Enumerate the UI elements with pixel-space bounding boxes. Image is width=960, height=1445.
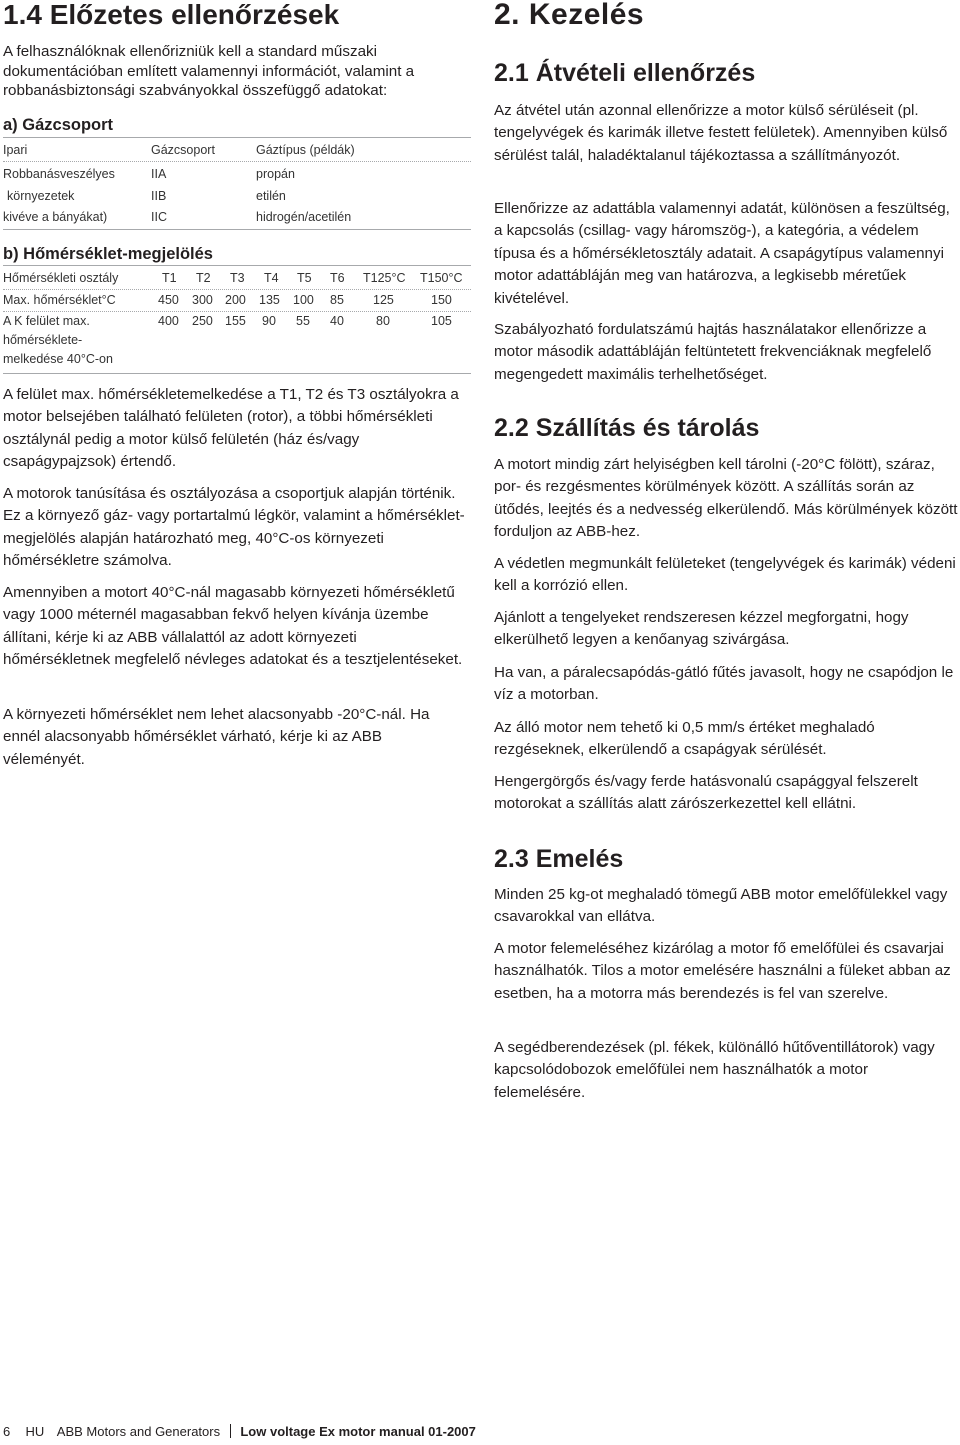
s23-paragraph-lugs: Minden 25 kg-ot meghaladó tömegű ABB motor emelőfülekkel vagy csavarokkal van ellátva. bbox=[494, 886, 948, 926]
language-code: HU bbox=[25, 1424, 45, 1439]
company-name: ABB Motors and Generators bbox=[56, 1424, 221, 1439]
section-title-1-4: 1.4 Előzetes ellenőrzések bbox=[3, 0, 340, 30]
surface-rise-t1: 400 bbox=[158, 314, 179, 328]
surface-rise-label: A K felület max. hőmérséklete- melkedése 40°C-on bbox=[3, 314, 113, 366]
s22-paragraph-locking: Hengergörgős és/vagy ferde hatásvonalú csapággyal felszerelt motorokat a szállítás alatt zárószerkezettel kell ellátni. bbox=[494, 773, 918, 813]
s21-paragraph-damage: Az átvétel után azonnal ellenőrizze a motor külső sérüléseit (pl. tengelyvégek és karimák illetve festett felületek). Amennyiben külső sérülést talál, haladéktalanul tájékoztassa a szállítmányozót. bbox=[494, 102, 948, 164]
section-title-2-1: 2.1 Átvételi ellenőrzés bbox=[494, 59, 756, 87]
paragraph-surface-rise: A felület max. hőmérsékletemelkedése a T1, T2 és T3 osztályokra a motor belsejében található felületen (rotor), a többi hőmérsékleti osztálynál pedig a motor külső felületén (ház és/vagy csapágypajzsok) értendő. bbox=[3, 386, 459, 471]
table-row-rule bbox=[3, 311, 471, 312]
gas-row-label: Robbanásveszélyes környezetek kivéve a bányákat) bbox=[3, 167, 115, 224]
table-top-rule bbox=[3, 137, 471, 138]
page-number: 6 bbox=[3, 1424, 11, 1439]
temp-class-t125: T125°C bbox=[363, 271, 406, 285]
table-bottom-rule bbox=[3, 229, 471, 230]
gas-group-heading: a) Gázcsoport bbox=[3, 116, 114, 134]
table-header-rule bbox=[3, 289, 471, 290]
temperature-heading: b) Hőmérséklet-megjelölés bbox=[3, 245, 213, 263]
s22-paragraph-rotate-shafts: Ajánlott a tengelyeket rendszeresen kézzel megforgatni, hogy elkerülhető legyen a kenőanyag szivárgása. bbox=[494, 609, 909, 649]
surface-rise-t6: 40 bbox=[330, 314, 344, 328]
gas-header-group: Gázcsoport bbox=[151, 143, 215, 157]
gas-header-industry: Ipari bbox=[3, 143, 28, 157]
max-temp-t5: 100 bbox=[293, 293, 314, 307]
table-top-rule bbox=[3, 265, 471, 266]
s22-paragraph-vibration: Az álló motor nem tehető ki 0,5 mm/s értéket meghaladó rezgéseknek, elkerülendő a csapágyak sérülését. bbox=[494, 719, 875, 759]
gas-header-type: Gáztípus (példák) bbox=[256, 143, 355, 157]
section-title-2-3: 2.3 Emelés bbox=[494, 845, 624, 873]
section-title-2: 2. Kezelés bbox=[494, 0, 645, 31]
surface-rise-t150: 105 bbox=[431, 314, 452, 328]
surface-rise-t4: 90 bbox=[262, 314, 276, 328]
max-temp-t4: 135 bbox=[259, 293, 280, 307]
table-bottom-rule bbox=[3, 373, 471, 374]
max-temp-t150: 150 bbox=[431, 293, 452, 307]
temp-class-t2: T2 bbox=[196, 271, 211, 285]
paragraph-high-ambient: Amennyiben a motort 40°C-nál magasabb környezeti hőmérsékletű vagy 1000 méternél magasabban fekvő helyen kívánja üzembe állítani, kérje ki az ABB vállalattól az adott környezeti hőmérsékletnek megfelelő névleges adatokat és a tesztjelentéseket. bbox=[3, 584, 463, 669]
surface-rise-t125: 80 bbox=[376, 314, 390, 328]
section-title-2-2: 2.2 Szállítás és tárolás bbox=[494, 414, 760, 442]
surface-rise-t2: 250 bbox=[192, 314, 213, 328]
paragraph-certification: A motorok tanúsítása és osztályozása a csoportjuk alapján történik. Ez a környező gáz- vagy portartalmú légkör, valamint a hőmérséklet-megjelölés alapján határozható meg, 40°C-os környezeti hőmérsékletre számolva. bbox=[3, 485, 465, 570]
max-temp-label: Max. hőmérséklet°C bbox=[3, 293, 116, 307]
max-temp-t6: 85 bbox=[330, 293, 344, 307]
footer-divider bbox=[230, 1424, 231, 1438]
max-temp-t2: 300 bbox=[192, 293, 213, 307]
s21-paragraph-vsd: Szabályozható fordulatszámú hajtás használatakor ellenőrizze a motor második adattábláján feltüntetett frekvenciáknak megfelelő megengedett maximális terhelhetőséget. bbox=[494, 321, 932, 383]
s21-paragraph-nameplate: Ellenőrizze az adattábla valamennyi adatát, különösen a feszültség, a kapcsolás (csillag- vagy háromszög-), a kategória, a védelem típusa és a hőmérsékletosztály adatait. A csapágytípus valamennyi motor adattábláján meg van határozva, a legkisebb méretűek kivételével. bbox=[494, 200, 950, 307]
s22-paragraph-corrosion: A védetlen megmunkált felületeket (tengelyvégek és karimák) védeni kell a korrózió ellen. bbox=[494, 555, 956, 595]
temp-class-t4: T4 bbox=[264, 271, 279, 285]
temp-class-t6: T6 bbox=[330, 271, 345, 285]
temp-header-label: Hőmérsékleti osztály bbox=[3, 271, 119, 285]
max-temp-t1: 450 bbox=[158, 293, 179, 307]
surface-rise-t5: 55 bbox=[296, 314, 310, 328]
page-footer bbox=[3, 1424, 476, 1439]
temp-class-t3: T3 bbox=[230, 271, 245, 285]
temp-class-t5: T5 bbox=[297, 271, 312, 285]
gas-types: propán etilén hidrogén/acetilén bbox=[256, 167, 352, 224]
table-header-rule bbox=[3, 161, 471, 162]
intro-paragraph: A felhasználóknak ellenőrizniük kell a standard műszaki dokumentációban említett valamennyi információt, valamint a robbanásbiztonsági szabványokkal összefüggő adatokat: bbox=[3, 43, 415, 99]
temp-class-t1: T1 bbox=[162, 271, 177, 285]
temperature-table bbox=[3, 265, 471, 375]
gas-groups: IIA IIB IIC bbox=[151, 167, 167, 224]
s22-paragraph-heater: Ha van, a páralecsapódás-gátló fűtés javasolt, hogy ne csapódjon le víz a motorban. bbox=[494, 664, 954, 704]
s22-paragraph-storage: A motort mindig zárt helyiségben kell tárolni (-20°C fölött), száraz, por- és rezgésmentes körülmények között. A szállítás során az ütődés, leejtés és a nedvesség elkerülendő. Más körülmények között forduljon az ABB-hez. bbox=[494, 456, 958, 541]
document-title: Low voltage Ex motor manual 01-2007 bbox=[240, 1424, 476, 1439]
surface-rise-t3: 155 bbox=[225, 314, 246, 328]
max-temp-t3: 200 bbox=[225, 293, 246, 307]
s23-paragraph-main-lugs: A motor felemeléséhez kizárólag a motor fő emelőfülei és csavarjai használhatók. Tilos a motor emelésére használni a füleket abban az esetben, ha a motorra más berendezés is fel van szerelve. bbox=[494, 940, 951, 1002]
temp-class-t150: T150°C bbox=[420, 271, 463, 285]
max-temp-t125: 125 bbox=[373, 293, 394, 307]
s23-paragraph-auxiliary: A segédberendezések (pl. fékek, különálló hűtőventillátorok) vagy kapcsolódobozok emelőfülei nem használhatók a motor felemelésére. bbox=[494, 1039, 935, 1101]
gas-group-table bbox=[3, 137, 471, 229]
paragraph-low-ambient: A környezeti hőmérséklet nem lehet alacsonyabb -20°C-nál. Ha ennél alacsonyabb hőmérséklet várható, kérje ki az ABB véleményét. bbox=[3, 706, 430, 768]
